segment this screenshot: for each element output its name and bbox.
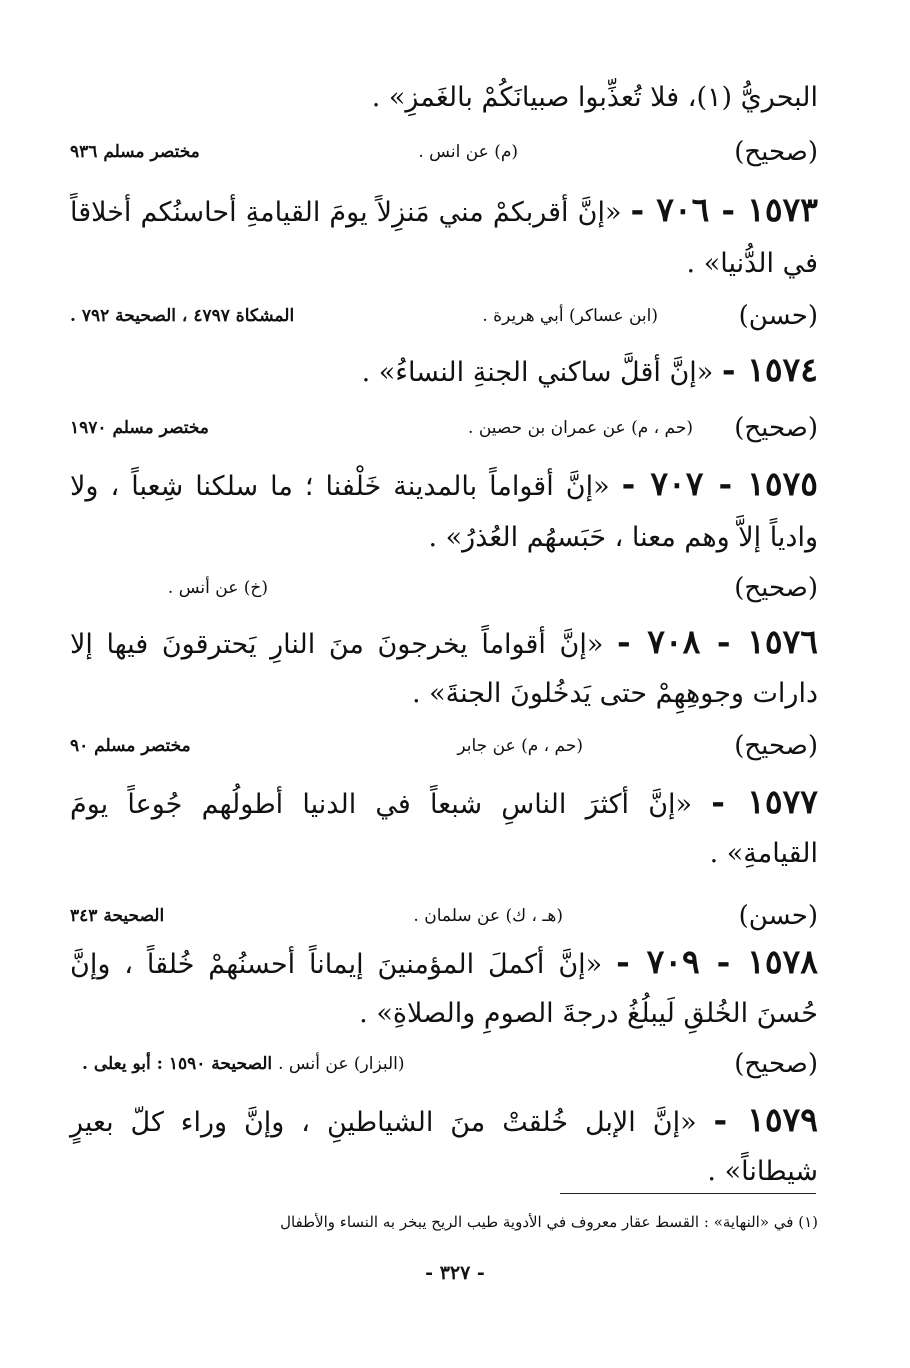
grading-row [70, 726, 818, 766]
grading-row [70, 296, 818, 336]
footnote: (١) في «النهاية» : القسط عقار معروف في الأدوية طيب الريح يبخر به النساء والأطفال [280, 1213, 818, 1231]
hadith-number: ١٥٧٣ - ٧٠٦ - [630, 190, 818, 229]
reference-text: الصحيحة ٣٤٣ [70, 906, 165, 926]
source-text: (حم ، م) عن جابر [457, 736, 583, 756]
reference-text: مختصر مسلم ١٩٧٠ [70, 418, 209, 438]
hadith-text: «إنَّ أكثرَ الناسِ شبعاً في الدنيا أطولُهم جُوعاً يومَ [70, 789, 712, 820]
hadith-line [70, 622, 818, 665]
hadith-line [70, 190, 818, 233]
hadith-text: «إنَّ الإبل خُلقتْ منَ الشياطينِ ، وإنَّ وراء كلّ بعيرٍ [70, 1107, 714, 1138]
hadith-line [70, 464, 818, 507]
grading-row [70, 896, 818, 936]
source-text [82, 1050, 405, 1078]
grade-label: (صحيح) [734, 1049, 818, 1079]
hadith-text: «إنَّ أقواماً يخرجونَ منَ النارِ يَحترقونَ فيها إلا [70, 629, 617, 660]
grade-label: (صحيح) [734, 573, 818, 603]
text-line: حُسنَ الخُلقِ لَيبلُغُ درجةَ الصومِ والصلاةِ» . [359, 998, 818, 1029]
source-text: (م) عن انس . [418, 142, 518, 162]
grading-row [70, 1044, 818, 1084]
grade-label: (حسن) [738, 301, 818, 331]
hadith-line [70, 782, 818, 825]
source-plain: (البزار) عن أنس . [278, 1054, 405, 1074]
hadith-number: ١٥٧٨ - ٧٠٩ - [616, 942, 818, 981]
grading-row [70, 408, 818, 448]
source-text: (ابن عساكر) أبي هريرة . [482, 306, 658, 326]
text-line: في الدُّنيا» . [686, 248, 818, 279]
hadith-text: «إنَّ أقربكمْ مني مَنزِلاً يومَ القيامةِ أحاسنُكم أخلاقاً [70, 197, 631, 228]
hadith-line [70, 350, 818, 393]
reference-text: مختصر مسلم ٩٠ [70, 736, 191, 756]
hadith-number: ١٥٧٦ - ٧٠٨ - [616, 622, 818, 661]
grade-label: (صحيح) [734, 413, 818, 443]
grade-label: (صحيح) [734, 137, 818, 167]
source-text: (هـ ، ك) عن سلمان . [413, 906, 563, 926]
grade-label: (حسن) [738, 901, 818, 931]
hadith-text: «إنَّ أقلَّ ساكني الجنةِ النساءُ» . [361, 357, 722, 388]
text-line: وادياً إلاَّ وهم معنا ، حَبَسهُم العُذرُ» . [428, 522, 818, 553]
hadith-number: ١٥٧٩ - [713, 1100, 818, 1139]
grading-row [70, 132, 818, 172]
hadith-text: «إنَّ أكملَ المؤمنينَ إيماناً أحسنُهمْ خُلقاً ، وإنَّ [70, 949, 617, 980]
grade-label: (صحيح) [734, 731, 818, 761]
hadith-text: «إنَّ أقواماً بالمدينة خَلْفنا ؛ ما سلكنا شِعباً ، ولا [70, 471, 622, 502]
grading-row [70, 568, 818, 608]
source-text: (حم ، م) عن عمران بن حصين . [468, 418, 693, 438]
footnote-divider [560, 1193, 816, 1194]
text-line: شيطاناً» . [707, 1156, 818, 1187]
hadith-number: ١٥٧٧ - [711, 782, 818, 821]
text-line: البحريُّ (١)، فلا تُعذِّبوا صبيانَكُمْ بالغَمزِ» . [371, 82, 818, 113]
hadith-line [70, 942, 818, 985]
reference-text: مختصر مسلم ٩٣٦ [70, 142, 200, 162]
reference-text: الصحيحة ١٥٩٠ : أبو يعلى . [82, 1054, 279, 1074]
hadith-line [70, 1100, 818, 1143]
hadith-number: ١٥٧٤ - [721, 350, 818, 389]
reference-text: المشكاة ٤٧٩٧ ، الصحيحة ٧٩٢ . [70, 306, 295, 326]
hadith-number: ١٥٧٥ - ٧٠٧ - [621, 464, 818, 503]
page-number: - ٣٢٧ - [425, 1262, 485, 1284]
text-line: دارات وجوهِهِمْ حتى يَدخُلونَ الجنةَ» . [411, 678, 818, 709]
source-text: (خ) عن أنس . [167, 578, 268, 598]
text-line: القيامةِ» . [709, 838, 818, 869]
